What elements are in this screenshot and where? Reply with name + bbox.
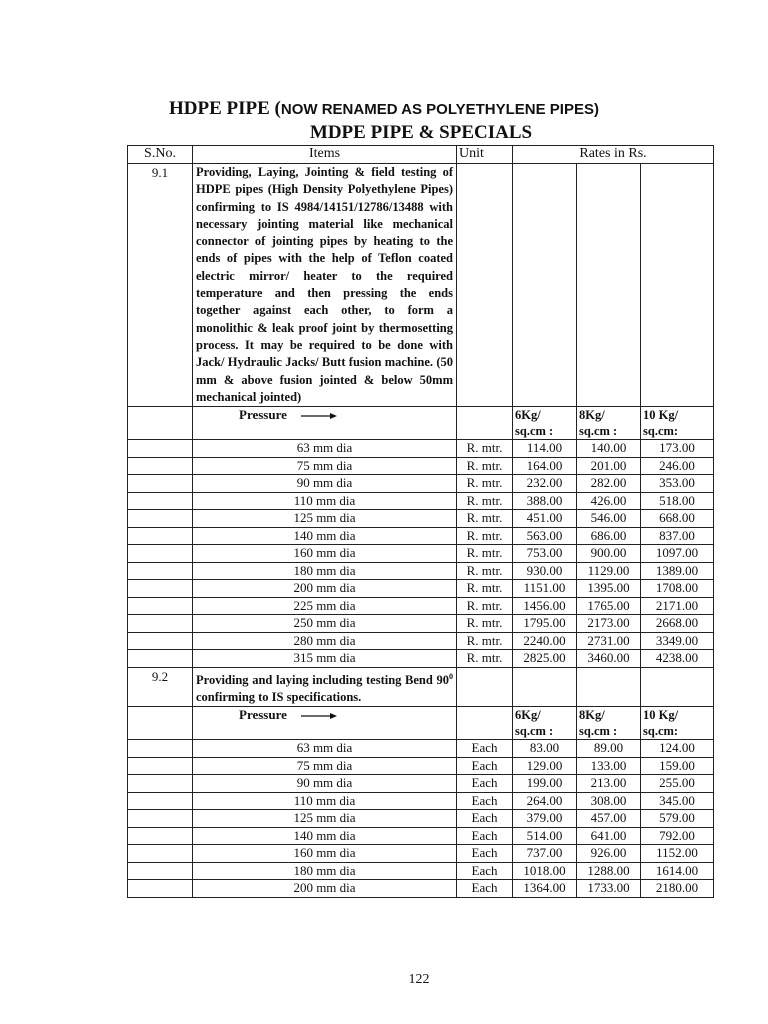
pipe-size: 75 mm dia — [193, 457, 457, 475]
pressure-unit: sq.cm: — [643, 724, 679, 739]
item-sno: 9.1 — [128, 164, 193, 407]
pipe-size: 315 mm dia — [193, 650, 457, 668]
item-sno: 9.2 — [128, 667, 193, 707]
table-row — [128, 757, 714, 775]
empty-cell — [641, 164, 714, 407]
table-row — [128, 632, 714, 650]
pressure-col-header — [577, 407, 641, 440]
empty-cell — [128, 562, 193, 580]
empty-cell — [128, 775, 193, 793]
empty-cell — [128, 632, 193, 650]
rate-6kg: 563.00 — [513, 527, 577, 545]
pipe-size: 140 mm dia — [193, 527, 457, 545]
pipe-size: 63 mm dia — [193, 740, 457, 758]
table-row — [128, 545, 714, 563]
pipe-size: 140 mm dia — [193, 827, 457, 845]
empty-cell — [128, 440, 193, 458]
pipe-size: 90 mm dia — [193, 775, 457, 793]
header-sno: S.No. — [128, 146, 193, 164]
unit: R. mtr. — [457, 545, 513, 563]
header-items: Items — [193, 146, 457, 164]
rate-6kg: 199.00 — [513, 775, 577, 793]
pressure-row — [128, 407, 714, 440]
table-row — [128, 527, 714, 545]
rate-8kg: 89.00 — [577, 740, 641, 758]
unit: Each — [457, 757, 513, 775]
rate-10kg: 668.00 — [641, 510, 714, 528]
rate-8kg: 641.00 — [577, 827, 641, 845]
item-description-row — [128, 667, 714, 707]
rate-10kg: 837.00 — [641, 527, 714, 545]
pipe-size: 125 mm dia — [193, 510, 457, 528]
pipe-size: 125 mm dia — [193, 810, 457, 828]
rate-10kg: 4238.00 — [641, 650, 714, 668]
rate-8kg: 1395.00 — [577, 580, 641, 598]
pressure-unit: sq.cm : — [579, 424, 618, 439]
header-rates: Rates in Rs. — [513, 146, 714, 164]
table-row — [128, 580, 714, 598]
pressure-col-header — [513, 407, 577, 440]
pressure-text: Pressure — [239, 707, 287, 723]
table-row — [128, 492, 714, 510]
rate-8kg: 1733.00 — [577, 880, 641, 898]
table-row — [128, 775, 714, 793]
pressure-col-header — [577, 707, 641, 740]
pipe-size: 200 mm dia — [193, 580, 457, 598]
rate-10kg: 345.00 — [641, 792, 714, 810]
unit: Each — [457, 810, 513, 828]
rate-8kg: 2731.00 — [577, 632, 641, 650]
rate-6kg: 753.00 — [513, 545, 577, 563]
unit: R. mtr. — [457, 527, 513, 545]
empty-cell — [128, 545, 193, 563]
pipe-size: 110 mm dia — [193, 492, 457, 510]
empty-cell — [128, 492, 193, 510]
empty-cell — [128, 740, 193, 758]
pipe-size: 160 mm dia — [193, 845, 457, 863]
empty-cell — [577, 667, 641, 707]
empty-cell — [641, 667, 714, 707]
rate-6kg: 2825.00 — [513, 650, 577, 668]
table-row — [128, 810, 714, 828]
pipe-size: 250 mm dia — [193, 615, 457, 633]
empty-cell — [457, 407, 513, 440]
pressure-unit: sq.cm : — [515, 724, 554, 739]
empty-cell — [128, 527, 193, 545]
rate-8kg: 140.00 — [577, 440, 641, 458]
page-number: 122 — [408, 972, 430, 987]
pipe-size: 180 mm dia — [193, 862, 457, 880]
table-row — [128, 740, 714, 758]
unit: Each — [457, 792, 513, 810]
pressure-label — [193, 707, 457, 740]
rate-8kg: 308.00 — [577, 792, 641, 810]
table-row — [128, 457, 714, 475]
pipe-size: 75 mm dia — [193, 757, 457, 775]
empty-cell — [128, 475, 193, 493]
rate-10kg: 1389.00 — [641, 562, 714, 580]
unit: Each — [457, 827, 513, 845]
rate-6kg: 2240.00 — [513, 632, 577, 650]
pipe-size: 110 mm dia — [193, 792, 457, 810]
rate-6kg: 737.00 — [513, 845, 577, 863]
rate-6kg: 1795.00 — [513, 615, 577, 633]
rate-8kg: 546.00 — [577, 510, 641, 528]
page-title-sub: NOW RENAMED AS POLYETHYLENE PIPES) — [280, 101, 599, 118]
rate-6kg: 129.00 — [513, 757, 577, 775]
pressure-unit: sq.cm : — [515, 424, 554, 439]
arrow-right-icon — [301, 412, 337, 420]
description-text: confirming to IS specifications. — [196, 690, 362, 705]
rate-8kg: 282.00 — [577, 475, 641, 493]
empty-cell — [513, 164, 577, 407]
unit: R. mtr. — [457, 492, 513, 510]
unit: R. mtr. — [457, 650, 513, 668]
table-row — [128, 792, 714, 810]
description-text: Providing and laying including testing Bend 90 — [196, 672, 449, 687]
pressure-col-header — [641, 407, 714, 440]
empty-cell — [128, 510, 193, 528]
empty-cell — [128, 650, 193, 668]
rate-10kg: 579.00 — [641, 810, 714, 828]
unit: Each — [457, 845, 513, 863]
rate-10kg: 173.00 — [641, 440, 714, 458]
table-row — [128, 615, 714, 633]
rate-8kg: 1765.00 — [577, 597, 641, 615]
rate-10kg: 255.00 — [641, 775, 714, 793]
unit: Each — [457, 862, 513, 880]
rate-6kg: 930.00 — [513, 562, 577, 580]
rate-6kg: 1364.00 — [513, 880, 577, 898]
unit: R. mtr. — [457, 580, 513, 598]
table-row — [128, 510, 714, 528]
rate-8kg: 201.00 — [577, 457, 641, 475]
pressure-value: 6Kg/ — [515, 408, 541, 423]
rate-10kg: 2171.00 — [641, 597, 714, 615]
rate-8kg: 3460.00 — [577, 650, 641, 668]
arrow-right-icon — [301, 712, 337, 720]
rate-10kg: 3349.00 — [641, 632, 714, 650]
unit: R. mtr. — [457, 457, 513, 475]
rate-6kg: 164.00 — [513, 457, 577, 475]
rate-6kg: 1456.00 — [513, 597, 577, 615]
empty-cell — [128, 757, 193, 775]
pipe-size: 225 mm dia — [193, 597, 457, 615]
rate-6kg: 232.00 — [513, 475, 577, 493]
unit: Each — [457, 775, 513, 793]
rate-10kg: 1152.00 — [641, 845, 714, 863]
empty-cell — [128, 880, 193, 898]
empty-cell — [128, 580, 193, 598]
rates-table — [127, 145, 714, 898]
rate-10kg: 159.00 — [641, 757, 714, 775]
rate-8kg: 1129.00 — [577, 562, 641, 580]
table-row — [128, 597, 714, 615]
empty-cell — [128, 457, 193, 475]
rate-8kg: 213.00 — [577, 775, 641, 793]
rate-6kg: 83.00 — [513, 740, 577, 758]
pipe-size: 280 mm dia — [193, 632, 457, 650]
pressure-label — [193, 407, 457, 440]
rate-10kg: 2668.00 — [641, 615, 714, 633]
empty-cell — [128, 810, 193, 828]
table-row — [128, 562, 714, 580]
table-header-row — [128, 146, 714, 164]
page-title: HDPE PIPE (NOW RENAMED AS POLYETHYLENE PIPES) — [169, 98, 599, 119]
rate-8kg: 426.00 — [577, 492, 641, 510]
empty-cell — [128, 792, 193, 810]
table-row — [128, 862, 714, 880]
empty-cell — [128, 615, 193, 633]
rate-8kg: 686.00 — [577, 527, 641, 545]
pipe-size: 160 mm dia — [193, 545, 457, 563]
rate-6kg: 264.00 — [513, 792, 577, 810]
pressure-value: 6Kg/ — [515, 708, 541, 723]
unit: R. mtr. — [457, 510, 513, 528]
rate-10kg: 2180.00 — [641, 880, 714, 898]
degree-superscript: 0 — [449, 671, 453, 681]
pressure-value: 8Kg/ — [579, 708, 605, 723]
unit: R. mtr. — [457, 597, 513, 615]
pipe-size: 63 mm dia — [193, 440, 457, 458]
rate-10kg: 246.00 — [641, 457, 714, 475]
rate-10kg: 1097.00 — [641, 545, 714, 563]
rate-10kg: 1614.00 — [641, 862, 714, 880]
table-row — [128, 827, 714, 845]
pressure-unit: sq.cm: — [643, 424, 679, 439]
unit: Each — [457, 880, 513, 898]
table-row — [128, 475, 714, 493]
table-row — [128, 880, 714, 898]
pressure-row — [128, 707, 714, 740]
table-row — [128, 845, 714, 863]
table-row — [128, 650, 714, 668]
rate-10kg: 1708.00 — [641, 580, 714, 598]
page-subtitle: MDPE PIPE & SPECIALS — [309, 122, 533, 143]
rate-6kg: 379.00 — [513, 810, 577, 828]
table-body — [128, 164, 714, 898]
empty-cell — [128, 597, 193, 615]
unit: Each — [457, 740, 513, 758]
rate-10kg: 518.00 — [641, 492, 714, 510]
rate-6kg: 114.00 — [513, 440, 577, 458]
rate-8kg: 133.00 — [577, 757, 641, 775]
rate-10kg: 124.00 — [641, 740, 714, 758]
item-description — [193, 667, 457, 707]
empty-cell — [513, 667, 577, 707]
pressure-text: Pressure — [239, 407, 287, 423]
rate-6kg: 514.00 — [513, 827, 577, 845]
pipe-size: 180 mm dia — [193, 562, 457, 580]
pressure-col-header — [641, 707, 714, 740]
rate-8kg: 1288.00 — [577, 862, 641, 880]
rate-6kg: 451.00 — [513, 510, 577, 528]
empty-cell — [128, 827, 193, 845]
pipe-size: 90 mm dia — [193, 475, 457, 493]
rate-8kg: 900.00 — [577, 545, 641, 563]
rate-8kg: 926.00 — [577, 845, 641, 863]
pressure-col-header — [513, 707, 577, 740]
table-row — [128, 440, 714, 458]
empty-cell — [457, 667, 513, 707]
rate-6kg: 388.00 — [513, 492, 577, 510]
pipe-size: 200 mm dia — [193, 880, 457, 898]
empty-cell — [577, 164, 641, 407]
empty-cell — [457, 707, 513, 740]
rate-10kg: 353.00 — [641, 475, 714, 493]
empty-cell — [457, 164, 513, 407]
pressure-value: 10 Kg/ — [643, 408, 679, 423]
pressure-value: 10 Kg/ — [643, 708, 679, 723]
rate-6kg: 1018.00 — [513, 862, 577, 880]
unit: R. mtr. — [457, 475, 513, 493]
rate-10kg: 792.00 — [641, 827, 714, 845]
unit: R. mtr. — [457, 632, 513, 650]
unit: R. mtr. — [457, 440, 513, 458]
unit: R. mtr. — [457, 562, 513, 580]
empty-cell — [128, 707, 193, 740]
unit: R. mtr. — [457, 615, 513, 633]
rate-8kg: 457.00 — [577, 810, 641, 828]
item-description-row — [128, 164, 714, 407]
empty-cell — [128, 862, 193, 880]
rate-8kg: 2173.00 — [577, 615, 641, 633]
header-unit: Unit — [457, 146, 513, 164]
item-description: Providing, Laying, Jointing & field testing of HDPE pipes (High Density Polyethylene Pipes) confirming to IS 4984/14151/12786/13488 with necessary jointing material like mechanical connector of jointing pipes by heating to the ends of pipes with the help of Teflon coated electric mirror/ heater to the required temperature and then pressing the ends together against each other, to form a monolithic & leak proof joint by thermosetting process. It may be required to be done with Jack/ Hydraulic Jacks/ Butt fusion machine. (50 mm & above fusion jointed & below 50mm mechanical jointed) — [193, 164, 457, 407]
rate-6kg: 1151.00 — [513, 580, 577, 598]
pressure-value: 8Kg/ — [579, 408, 605, 423]
empty-cell — [128, 845, 193, 863]
empty-cell — [128, 407, 193, 440]
pressure-unit: sq.cm : — [579, 724, 618, 739]
